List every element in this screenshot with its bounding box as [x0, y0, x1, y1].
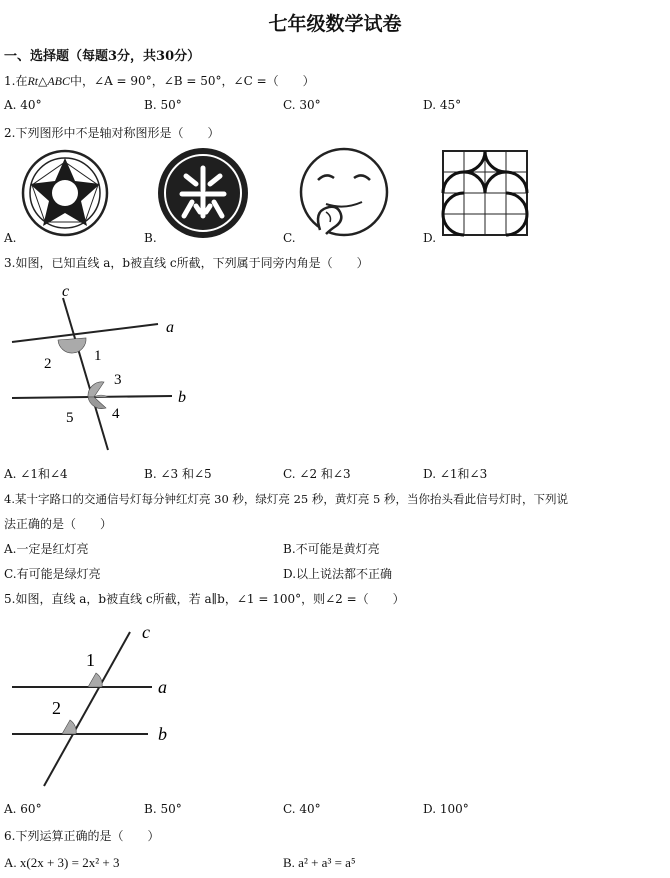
- q2-figure-a-star: [20, 148, 110, 238]
- q4-option-c: C.有可能是绿灯亮: [4, 567, 101, 581]
- page-title: 七年级数学试卷: [268, 13, 402, 35]
- q5-label-b: b: [158, 724, 167, 744]
- q5-label-c: c: [142, 622, 150, 642]
- question-5-stem: 5.如图，直线 a，b被直线 c所截，若 a∥b，∠1 = 100°，则∠2 =（ ）: [4, 592, 405, 606]
- q1-stem-prefix: 1.在: [4, 74, 28, 88]
- question-4-stem-line2: 法正确的是（ ）: [4, 517, 113, 531]
- q2-option-a: A.: [4, 231, 17, 245]
- q3-option-d: D. ∠1和∠3: [423, 467, 488, 481]
- q5-option-a: A. 60°: [4, 802, 42, 816]
- q4-option-b: B.不可能是黄灯亮: [283, 542, 380, 556]
- q2-figure-d-grid: [440, 148, 532, 240]
- q5-label-1: 1: [86, 650, 95, 670]
- q1-option-a: A. 40°: [4, 98, 42, 112]
- q3-option-a: A. ∠1和∠4: [4, 467, 68, 481]
- q1-stem-rt: Rt△ABC: [27, 74, 71, 88]
- q1-option-c: C. 30°: [283, 98, 321, 112]
- q3-label-c: c: [62, 283, 70, 300]
- question-1-stem: [4, 72, 315, 89]
- section-heading: 一、选择题（每题3分，共30分）: [4, 49, 201, 64]
- q2-figure-c-face: [296, 146, 392, 242]
- q3-label-5: 5: [66, 410, 74, 426]
- q3-label-4: 4: [112, 406, 120, 422]
- question-2-stem: 2.下列图形中不是轴对称图形是（ ）: [4, 126, 220, 140]
- q3-label-b: b: [178, 389, 186, 406]
- q3-label-a: a: [166, 319, 174, 336]
- q5-label-2: 2: [52, 698, 61, 718]
- q5-label-a: a: [158, 677, 167, 697]
- q5-option-b: B. 50°: [144, 802, 182, 816]
- question-4-stem-line1: 4.某十字路口的交通信号灯每分钟红灯亮 30 秒，绿灯亮 25 秒，黄灯亮 5 秒，当你抬头看此信号灯时，下列说: [4, 492, 568, 506]
- q2-figure-b-emblem: [156, 146, 250, 240]
- question-6-stem: 6.下列运算正确的是（ ）: [4, 829, 160, 843]
- q4-option-d: D.以上说法都不正确: [283, 567, 393, 581]
- q3-option-b: B. ∠3 和∠5: [144, 467, 212, 481]
- q6-option-b: B. a² + a³ = a⁵: [283, 855, 356, 870]
- q5-option-c: C. 40°: [283, 802, 321, 816]
- q4-option-a: A.一定是红灯亮: [4, 542, 89, 556]
- q2-option-b: B.: [144, 231, 157, 245]
- q2-option-d: D.: [423, 231, 437, 245]
- q5-option-d: D. 100°: [423, 802, 469, 816]
- question-3-stem: 3.如图，已知直线 a，b被直线 c所截，下列属于同旁内角是（ ）: [4, 256, 369, 270]
- q3-label-2: 2: [44, 356, 52, 372]
- q1-option-d: D. 45°: [423, 98, 462, 112]
- q1-stem-rest: 中，∠A = 90°，∠B = 50°，∠C =（ ）: [70, 74, 315, 88]
- q6-option-a: A. x(2x + 3) = 2x² + 3: [4, 855, 120, 870]
- q3-option-c: C. ∠2 和∠3: [283, 467, 351, 481]
- q3-label-1: 1: [94, 348, 102, 364]
- q3-label-3: 3: [114, 372, 122, 388]
- q1-option-b: B. 50°: [144, 98, 182, 112]
- q2-option-c: C.: [283, 231, 296, 245]
- q3-figure: [8, 280, 208, 460]
- q5-figure: [8, 618, 208, 798]
